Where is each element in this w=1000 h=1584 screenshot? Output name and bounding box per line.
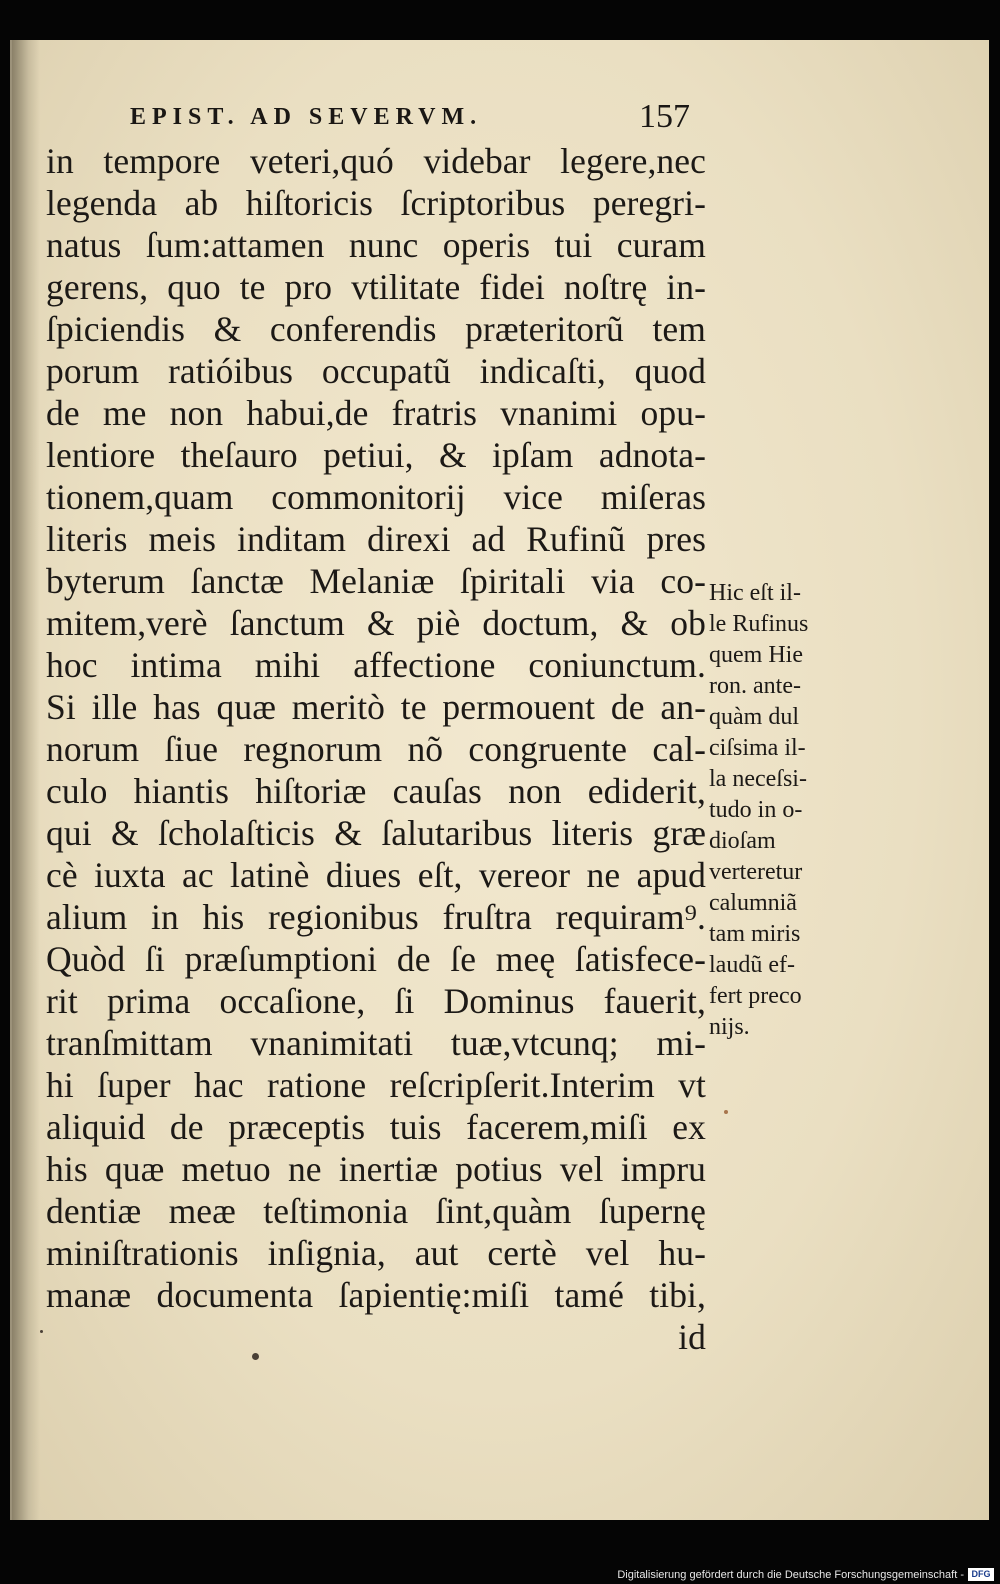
marginal-note-line: fert preco [709,983,802,1009]
text-line: hi ſuper hac ratione reſcripſerit.Interim vt [46,1065,706,1105]
text-line: qui & ſcholaſticis & ſalutaribus literis græ [46,813,706,853]
text-line: dentiæ meæ teſtimonia ſint,quàm ſupernę [46,1191,706,1231]
text-line: aliquid de præceptis tuis facerem,miſi ex [46,1107,706,1147]
marginal-note-line: le Rufinus [709,611,809,637]
text-line: rit prima occaſione, ſi Dominus fauerit, [46,981,706,1021]
text-line: ſpiciendis & conferendis præteritorũ tem [46,309,706,349]
marginal-note-line: la neceſsi- [709,766,807,792]
text-line: tionem,quam commonitorij vice miſeras [46,477,706,517]
text-line: mitem,verè ſanctum & piè doctum, & ob [46,603,706,643]
book-page [10,40,989,1520]
marginal-note-line: tudo in o- [709,797,803,823]
text-line: alium in his regionibus fruſtra requiram⁹. [46,897,706,937]
marginal-note-line: quàm dul [709,704,799,730]
marginal-note-line: Hic eſt il- [709,580,801,606]
marginal-note-line: ciſsima il- [709,735,806,761]
text-line: de me non habui,de fratris vnanimi opu- [46,393,706,433]
text-line: literis meis inditam direxi ad Rufinũ pres [46,519,706,559]
text-line: legenda ab hiſtoricis ſcriptoribus peregri- [46,183,706,223]
text-line: gerens, quo te pro vtilitate fidei noſtrę in- [46,267,706,307]
marginal-note-line: laudũ ef- [709,952,795,978]
page-header [130,98,690,142]
text-line: porum ratióibus occupatũ indicaſti, quod [46,351,706,391]
text-line: culo hiantis hiſtoriæ cauſas non ediderit, [46,771,706,811]
text-line: Si ille has quæ meritò te permouent de an- [46,687,706,727]
page-number: 157 [639,98,690,135]
ink-speck [40,1330,43,1333]
marginal-note-line: dioſam [709,828,776,854]
running-head: EPIST. AD SEVERVM. [130,104,483,130]
text-line: natus ſum:attamen nunc operis tui curam [46,225,706,265]
text-line: lentiore theſauro petiui, & ipſam adnota- [46,435,706,475]
marginal-note-line: nijs. [709,1014,750,1040]
text-line: his quæ metuo ne inertiæ potius vel impru [46,1149,706,1189]
catchword: id [678,1317,706,1357]
text-line: hoc intima mihi affectione coniunctum. [46,645,706,685]
page-spine-shadow [12,40,40,1520]
text-line: norum ſiue regnorum nõ congruente cal- [46,729,706,769]
digitization-credit: Digitalisierung gefördert durch die Deutsche Forschungsgemeinschaft - [617,1569,964,1581]
main-text-block [46,140,706,1358]
text-line: miniſtrationis inſignia, aut certè vel hu- [46,1233,706,1273]
text-line: cè iuxta ac latinè diues eſt, vereor ne apud [46,855,706,895]
ink-speck [252,1353,259,1360]
marginal-note-line: tam miris [709,921,801,947]
marginal-note-line: calumniã [709,890,797,916]
text-line: tranſmittam vnanimitati tuæ,vtcunq; mi- [46,1023,706,1063]
ink-speck [724,1110,728,1114]
text-line: Quòd ſi præſumptioni de ſe meę ſatisfece- [46,939,706,979]
text-line: in tempore veteri,quó videbar legere,nec [46,141,706,181]
marginal-note-line: verteretur [709,859,803,885]
marginal-note-line: quem Hie [709,642,803,668]
text-line: byterum ſanctæ Melaniæ ſpiritali via co- [46,561,706,601]
marginal-note-line: ron. ante- [709,673,801,699]
marginal-note [709,578,859,1043]
text-line: manæ documenta ſapientię:miſi tamé tibi, [46,1275,706,1315]
dfg-logo-icon: DFG [968,1568,994,1581]
